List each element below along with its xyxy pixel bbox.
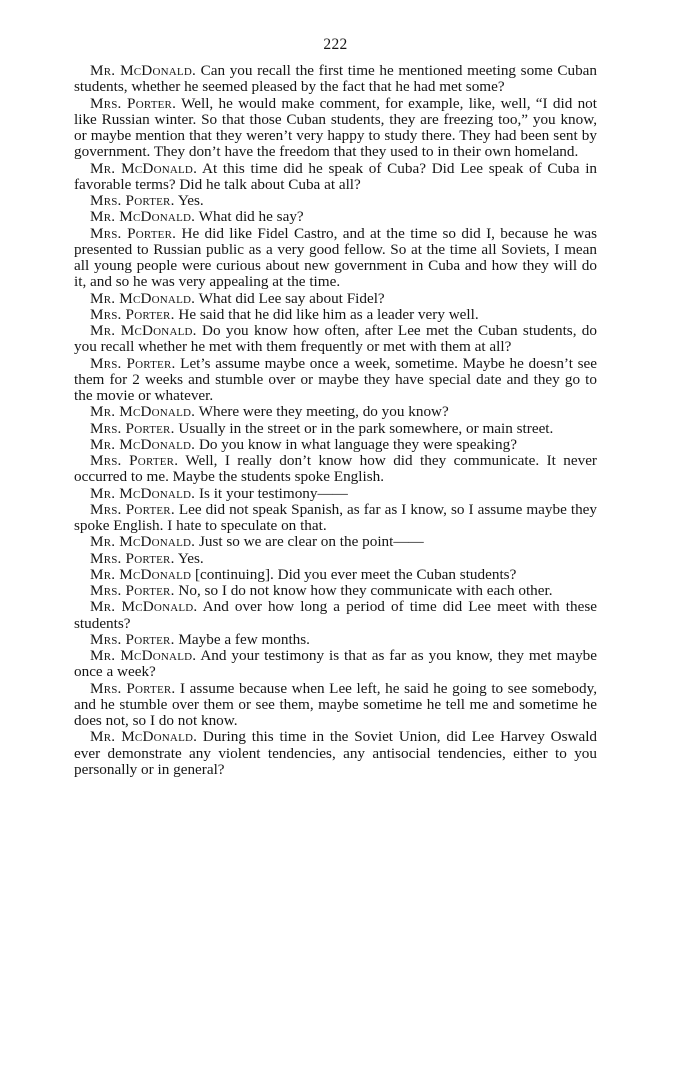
testimony-paragraph — [74, 161, 597, 194]
speech-text: Is it your testimony—— — [195, 484, 348, 502]
speaker-name: Mrs. Porter. — [90, 94, 177, 112]
speaker-name: Mrs. Porter. — [90, 305, 175, 323]
testimony-paragraph — [74, 534, 597, 550]
testimony-paragraph — [74, 502, 597, 535]
speaker-name: Mr. McDonald. — [90, 159, 198, 177]
speech-text: Lee did not speak Spanish, as far as I know, so I assume maybe they spoke English. I hate to speculate on that. — [74, 500, 597, 534]
speaker-name: Mr. McDonald. — [90, 598, 198, 616]
speaker-name: Mr. McDonald. — [90, 647, 197, 664]
speaker-name: Mr. McDonald. — [90, 62, 196, 79]
testimony-paragraph — [74, 551, 597, 567]
testimony-paragraph — [74, 96, 597, 161]
speech-text: I assume because when Lee left, he said he going to see somebody, and he stumble over them or see them, maybe sometime he tell me and sometime he does not, so I do not know. — [74, 679, 597, 729]
speech-text: And your testimony is that as far as you know, they met maybe once a week? — [74, 647, 598, 681]
speaker-name: Mr. McDonald. — [90, 322, 197, 339]
speaker-name: Mrs. Porter. — [90, 549, 175, 567]
speech-text: Just so we are clear on the point—— — [195, 533, 424, 551]
speech-text: He said that he did like him as a leader very well. — [174, 305, 479, 323]
testimony-paragraph — [74, 323, 597, 356]
testimony-paragraph — [74, 583, 597, 599]
speech-text: Well, he would make comment, for example, like, well, “I did not like Russian winter. So that those Cuban students, they are freezing too,” you know, or maybe mention that they weren’t very happy to study there. They had been sent by government. They don’t have the freedom that they used to in their own homeland. — [74, 94, 598, 161]
testimony-transcript — [74, 63, 597, 778]
testimony-paragraph — [74, 421, 597, 437]
speech-text: Do you know how often, after Lee met the Cuban students, do you recall whether he met with them frequently or met with them at all? — [74, 322, 597, 356]
speaker-name: Mr. McDonald. — [90, 289, 196, 307]
speaker-name: Mrs. Porter. — [90, 630, 175, 648]
testimony-paragraph — [74, 226, 597, 291]
testimony-paragraph — [74, 486, 597, 502]
testimony-paragraph — [74, 632, 597, 648]
testimony-paragraph — [74, 63, 597, 96]
testimony-paragraph — [74, 193, 597, 209]
speaker-name: Mrs. Porter. — [90, 582, 175, 599]
testimony-paragraph — [74, 648, 597, 681]
speaker-name: Mrs. Porter. — [90, 452, 179, 469]
testimony-paragraph — [74, 291, 597, 307]
speaker-name: Mrs. Porter. — [90, 192, 175, 209]
speaker-name: Mrs. Porter. — [90, 500, 175, 518]
speaker-name: Mr. McDonald. — [90, 435, 196, 453]
testimony-paragraph — [74, 209, 597, 225]
speech-text: What did Lee say about Fidel? — [195, 289, 385, 307]
speech-text: And over how long a period of time did Lee meet with these students? — [74, 598, 597, 632]
testimony-paragraph — [74, 599, 597, 632]
testimony-paragraph — [74, 356, 597, 405]
testimony-paragraph — [74, 437, 597, 453]
speech-text: Let’s assume maybe once a week, sometime. Maybe he doesn’t see them for 2 weeks and stumble over or maybe they have special date and they go to the movie or whatever. — [74, 354, 597, 404]
speech-text: Maybe a few months. — [174, 630, 310, 648]
speaker-name: Mrs. Porter. — [90, 679, 176, 697]
testimony-paragraph — [74, 729, 597, 778]
testimony-paragraph — [74, 307, 597, 323]
speech-text: Can you recall the first time he mentioned meeting some Cuban students, whether he seemed pleased by the fact that he had met some? — [74, 62, 597, 96]
speech-text: Yes. — [174, 549, 204, 567]
testimony-paragraph — [74, 567, 597, 583]
speaker-name: Mrs. Porter. — [90, 224, 177, 242]
speech-text: He did like Fidel Castro, and at the time so did I, because he was presented to Russian public as a very good fellow. So at the time all Soviets, I mean all young people were curious about new government in Cuba and how they will do it, and so he was very appealing at the time. — [74, 224, 598, 291]
speech-text: At this time did he speak of Cuba? Did Lee speak of Cuba in favorable terms? Did he talk about Cuba at all? — [74, 159, 598, 193]
speaker-name: Mr. McDonald. — [90, 403, 196, 421]
speaker-name: Mr. McDonald. — [90, 533, 196, 551]
testimony-paragraph — [74, 453, 597, 486]
speaker-name: Mr. McDonald. — [90, 728, 198, 746]
testimony-paragraph — [74, 681, 597, 730]
speech-text: Do you know in what language they were speaking? — [195, 435, 517, 453]
page-number: 222 — [323, 36, 348, 53]
speaker-name: Mrs. Porter. — [90, 419, 175, 437]
speaker-name: Mr. McDonald — [90, 565, 192, 583]
speech-text: No, so I do not know how they communicate with each other. — [174, 582, 553, 599]
speech-text: Where were they meeting, do you know? — [195, 403, 449, 421]
speaker-name: Mrs. Porter. — [90, 354, 176, 372]
speech-text: Yes. — [174, 192, 204, 209]
speech-text: Well, I really don’t know how did they communicate. It never occurred to me. Maybe the students spoke English. — [74, 452, 597, 486]
speaker-name: Mr. McDonald. — [90, 208, 196, 226]
speaker-name: Mr. McDonald. — [90, 484, 196, 502]
speech-text: Usually in the street or in the park somewhere, or main street. — [174, 419, 554, 437]
speech-text: During this time in the Soviet Union, did Lee Harvey Oswald ever demonstrate any violent tendencies, any antisocial tendencies, either to you personally or in general? — [74, 728, 598, 778]
testimony-paragraph — [74, 404, 597, 420]
speech-text: [continuing]. Did you ever meet the Cuban students? — [191, 565, 517, 583]
speech-text: What did he say? — [195, 208, 304, 226]
